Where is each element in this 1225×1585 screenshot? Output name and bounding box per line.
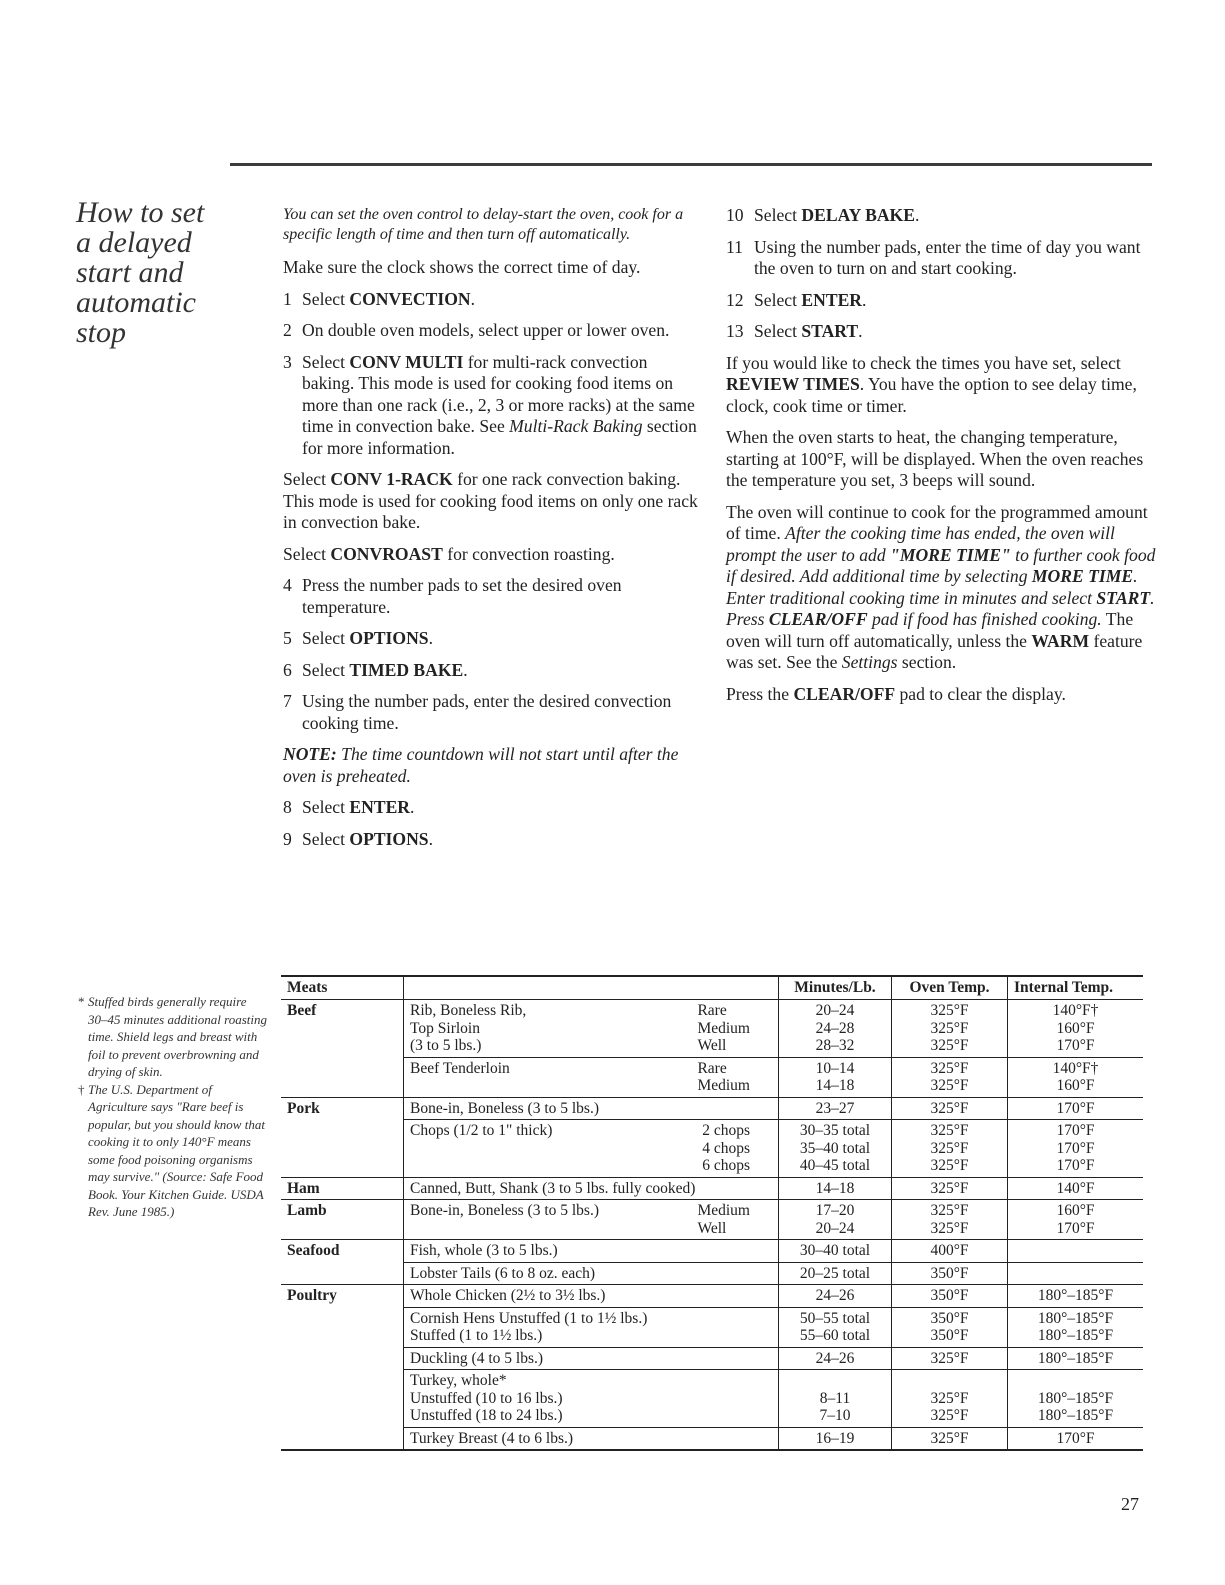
step-keyword: ENTER	[801, 289, 863, 310]
cut-description: Fish, whole (3 to 5 lbs.)	[410, 1242, 558, 1259]
table-row	[281, 1120, 1143, 1178]
meat-category	[281, 1370, 404, 1428]
footnotes	[78, 993, 268, 1221]
doneness	[750, 1350, 772, 1368]
oven-temp: 325°F	[892, 1347, 1008, 1370]
step-number: 2	[283, 320, 292, 340]
preheat-paragraph: When the oven starts to heat, the changing temperature, starting at 100°F, will be displayed. When the oven reaches the temperature you set, 3 beeps will sound.	[726, 427, 1144, 490]
paragraph-text: Press the	[726, 683, 794, 704]
note-text: The time countdown will not start until after the oven is preheated.	[283, 744, 679, 786]
cut-description: Rib, Boneless Rib, Top Sirloin (3 to 5 lbs.)	[410, 1002, 527, 1054]
step-6	[283, 660, 703, 682]
paragraph-text: The oven will continue to cook for the programmed amount of time.	[726, 501, 1148, 543]
step-text: Select	[302, 659, 350, 680]
section-title-line: How to set	[76, 196, 205, 229]
footnote-text: Stuffed birds generally require 30–45 minutes additional roasting time. Shield legs and breast with foil to prevent overbrowning and drying of skin.	[88, 994, 267, 1079]
step-3-option-1rack	[283, 469, 703, 534]
step-text: for one rack convection baking. This mode is used for cooking food items on only one rack in convection bake.	[283, 469, 698, 532]
cut-cell	[404, 1347, 779, 1370]
paragraph-text: . Press	[726, 587, 1155, 629]
meat-category: Seafood	[281, 1240, 404, 1263]
doneness	[750, 1242, 772, 1260]
cooking-paragraph	[726, 502, 1156, 674]
cut-description: Turkey Breast (4 to 6 lbs.)	[410, 1429, 574, 1447]
paragraph-keyword: CLEAR/OFF	[768, 609, 868, 629]
doneness	[750, 1372, 772, 1425]
table-row	[281, 1000, 1143, 1058]
cut-description: Chops (1/2 to 1" thick)	[410, 1122, 553, 1139]
clock-note: Make sure the clock shows the correct time of day.	[283, 257, 641, 277]
table-row	[281, 1057, 1143, 1097]
table-row	[281, 1370, 1143, 1428]
oven-temp: 325°F	[892, 1427, 1008, 1450]
step-text: Select	[283, 469, 331, 489]
oven-temp: 325°F	[892, 1177, 1008, 1200]
doneness: Rare Medium	[697, 1059, 750, 1094]
header-oven-temp: Oven Temp.	[892, 976, 1008, 1000]
footnote-stuffed-birds	[78, 993, 268, 1081]
internal-temp: 180°–185°F	[1008, 1347, 1144, 1370]
internal-temp: 180°–185°F 180°–185°F	[1008, 1307, 1144, 1347]
section-title-line: a delayed	[76, 226, 192, 259]
cut-description: Turkey, whole* Unstuffed (10 to 16 lbs.) Unstuffed (18 to 24 lbs.)	[410, 1372, 563, 1424]
top-rule	[230, 163, 1152, 166]
cut-cell	[404, 1097, 779, 1120]
oven-temp: 325°F 325°F 325°F	[892, 1120, 1008, 1178]
meat-category	[281, 1347, 404, 1370]
step-keyword: OPTIONS	[349, 628, 429, 648]
oven-temp: 325°F 325°F 325°F	[892, 1000, 1008, 1058]
internal-temp: 140°F† 160°F	[1008, 1057, 1144, 1097]
oven-temp: 325°F 325°F	[892, 1057, 1008, 1097]
oven-temp: 325°F 325°F	[892, 1370, 1008, 1428]
cut-cell	[404, 1262, 779, 1285]
doneness: Medium Well	[697, 1202, 750, 1237]
step-12	[726, 290, 1156, 312]
step-text: On double oven models, select upper or lower oven.	[302, 320, 670, 340]
oven-temp: 350°F	[892, 1285, 1008, 1308]
paragraph-text: . Enter traditional cooking time in minutes and select	[726, 566, 1138, 608]
step-text: Select	[754, 205, 802, 225]
step-11	[726, 237, 1156, 280]
table-row	[281, 1347, 1143, 1370]
meat-category: Ham	[281, 1177, 404, 1200]
step-text: Select	[302, 828, 350, 849]
step-text: Using the number pads, enter the desired convection cooking time.	[302, 691, 672, 733]
paragraph-text: feature was set. See the	[726, 630, 1143, 672]
internal-temp: 170°F 170°F 170°F	[1008, 1120, 1144, 1178]
step-text: for multi-rack convection baking. This mode is used for cooking food items on more than one rack (i.e., 2, 3 or more racks) at the same time in convection bake. See	[302, 351, 695, 436]
section-title-line: start and	[76, 256, 184, 289]
step-text: .	[410, 797, 415, 817]
step-text: for convection roasting.	[442, 543, 615, 564]
meat-category	[281, 1120, 404, 1178]
note	[283, 744, 703, 787]
step-keyword: OPTIONS	[349, 828, 429, 849]
step-number: 8	[283, 797, 292, 817]
header-meats: Meats	[281, 976, 404, 1000]
step-keyword: CONV MULTI	[349, 351, 464, 372]
step-number: 10	[726, 205, 744, 225]
step-text: .	[428, 828, 433, 849]
note-label: NOTE:	[283, 744, 337, 764]
doneness: Rare Medium Well	[697, 1002, 750, 1054]
internal-temp: 180°–185°F	[1008, 1285, 1144, 1308]
cut-cell	[404, 1285, 779, 1308]
table-row	[281, 1200, 1143, 1240]
step-text: section for more information.	[302, 416, 697, 458]
section-reference: Multi-Rack Baking	[509, 416, 643, 436]
paragraph-keyword: CLEAR/OFF	[793, 683, 896, 704]
cut-description: Lobster Tails (6 to 8 oz. each)	[410, 1264, 596, 1282]
internal-temp: 170°F	[1008, 1097, 1144, 1120]
cut-cell	[404, 1307, 779, 1347]
step-number: 6	[283, 659, 292, 680]
internal-temp: 160°F 170°F	[1008, 1200, 1144, 1240]
table-row	[281, 1240, 1143, 1263]
doneness	[750, 1287, 772, 1305]
internal-temp: 180°–185°F 180°–185°F	[1008, 1370, 1144, 1428]
cut-cell	[404, 1000, 779, 1058]
footnote-text: The U.S. Department of Agriculture says "Rare beef is popular, but you should know that cooking it to only 140°F means some food poisoning organisms may survive." (Source: Safe Food Book. Your Kitchen Guide. USDA Rev. June 1985.)	[88, 1081, 265, 1219]
step-7	[283, 691, 703, 734]
paragraph-text: After the cooking time has ended, the oven will prompt the user to add	[726, 523, 1115, 565]
step-number: 11	[726, 236, 743, 257]
step-text: Select	[302, 797, 350, 817]
table-row	[281, 1097, 1143, 1120]
section-title-line: stop	[76, 316, 127, 349]
cut-cell	[404, 1240, 779, 1263]
step-text: .	[862, 289, 867, 310]
paragraph-keyword: "MORE TIME"	[890, 544, 1011, 565]
step-text: Using the number pads, enter the time of day you want the oven to turn on and start cooking.	[754, 236, 1141, 278]
table-row	[281, 1262, 1143, 1285]
step-text: Select	[302, 628, 350, 648]
footnote-mark: †	[78, 1081, 85, 1097]
cut-cell	[404, 1057, 779, 1097]
step-text: Select	[754, 289, 802, 310]
step-text: Select	[302, 288, 350, 309]
cut-description: Cornish Hens Unstuffed (1 to 1½ lbs.) Stuffed (1 to 1½ lbs.)	[410, 1309, 648, 1344]
step-keyword: TIMED BAKE	[349, 659, 464, 680]
step-keyword: CONVECTION	[349, 288, 471, 309]
paragraph-text: If you would like to check the times you have set, select	[726, 352, 1121, 373]
oven-temp: 400°F	[892, 1240, 1008, 1263]
roasting-table	[281, 975, 1143, 1451]
step-number: 13	[726, 321, 744, 341]
step-number: 4	[283, 575, 292, 595]
step-number: 7	[283, 691, 292, 711]
section-title-line: automatic	[76, 286, 196, 319]
meat-category	[281, 1307, 404, 1347]
table-body	[281, 1000, 1143, 1451]
cut-description: Canned, Butt, Shank (3 to 5 lbs. fully cooked)	[410, 1179, 696, 1197]
cut-cell	[404, 1370, 779, 1428]
cut-description: Bone-in, Boneless (3 to 5 lbs.)	[410, 1099, 599, 1117]
meat-category: Lamb	[281, 1200, 404, 1240]
step-text: Select	[283, 543, 331, 564]
meat-category	[281, 1057, 404, 1097]
cut-cell	[404, 1120, 779, 1178]
step-text: .	[463, 659, 468, 680]
cut-cell	[404, 1200, 779, 1240]
cut-cell	[404, 1427, 779, 1450]
meat-category	[281, 1262, 404, 1285]
cut-description: Beef Tenderloin	[410, 1059, 510, 1077]
page-number: 27	[1121, 1494, 1139, 1514]
table-row	[281, 1177, 1143, 1200]
minutes-per-lb: 24–26	[779, 1347, 892, 1370]
step-number: 3	[283, 351, 292, 372]
paragraph-keyword: MORE TIME	[1031, 566, 1134, 586]
step-5	[283, 628, 703, 650]
clear-off-paragraph	[726, 684, 1156, 706]
step-4	[283, 575, 703, 618]
minutes-per-lb: 50–55 total 55–60 total	[779, 1307, 892, 1347]
footnote-mark: *	[78, 994, 85, 1009]
step-number: 12	[726, 289, 744, 310]
step-number: 1	[283, 288, 292, 309]
doneness	[750, 1310, 772, 1345]
oven-temp: 350°F 350°F	[892, 1307, 1008, 1347]
internal-temp: 140°F	[1008, 1177, 1144, 1200]
step-10	[726, 205, 1156, 227]
step-9	[283, 829, 703, 851]
meat-category: Poultry	[281, 1285, 404, 1308]
step-text: Press the number pads to set the desired oven temperature.	[302, 575, 622, 617]
step-text: Select	[302, 351, 350, 372]
step-13	[726, 321, 1156, 343]
step-text: .	[914, 205, 920, 225]
doneness	[750, 1100, 772, 1118]
paragraph-text: to further cook food if desired. Add additional time by selecting	[726, 544, 1156, 586]
instructions-column-2	[726, 205, 1156, 715]
internal-temp: 170°F	[1008, 1427, 1144, 1450]
cut-description: Bone-in, Boneless (3 to 5 lbs.)	[410, 1202, 599, 1219]
doneness	[750, 1180, 772, 1198]
footnote-usda	[78, 1081, 268, 1221]
step-keyword: CONV 1-RACK	[330, 469, 453, 489]
step-8	[283, 797, 703, 819]
step-number: 5	[283, 628, 292, 648]
paragraph-keyword: REVIEW TIMES	[726, 374, 860, 394]
step-2	[283, 320, 703, 342]
minutes-per-lb: 24–26	[779, 1285, 892, 1308]
step-text: .	[470, 288, 476, 309]
table-row	[281, 1285, 1143, 1308]
step-text: .	[428, 628, 433, 648]
minutes-per-lb: 8–11 7–10	[779, 1370, 892, 1428]
minutes-per-lb: 20–24 24–28 28–32	[779, 1000, 892, 1058]
step-3	[283, 352, 703, 460]
table-header-row	[281, 976, 1143, 1000]
oven-temp: 325°F 325°F	[892, 1200, 1008, 1240]
paragraph-keyword: WARM	[1031, 630, 1090, 651]
minutes-per-lb: 16–19	[779, 1427, 892, 1450]
oven-temp: 325°F	[892, 1097, 1008, 1120]
minutes-per-lb: 30–40 total	[779, 1240, 892, 1263]
table-row	[281, 1307, 1143, 1347]
minutes-per-lb: 23–27	[779, 1097, 892, 1120]
paragraph-text: The oven will turn off automatically, unless the	[726, 609, 1134, 651]
meat-category	[281, 1427, 404, 1450]
paragraph-text: section.	[897, 652, 957, 672]
cut-cell	[404, 1177, 779, 1200]
minutes-per-lb: 14–18	[779, 1177, 892, 1200]
intro-text: You can set the oven control to delay-start the oven, cook for a specific length of time and then turn off automatically.	[283, 206, 684, 243]
paragraph-text: pad if food has finished cooking.	[867, 609, 1102, 629]
doneness: 2 chops 4 chops 6 chops	[702, 1122, 750, 1174]
minutes-per-lb: 20–25 total	[779, 1262, 892, 1285]
step-1	[283, 289, 703, 311]
step-number: 9	[283, 828, 292, 849]
paragraph-text: pad to clear the display.	[895, 683, 1066, 704]
step-keyword: START	[801, 321, 859, 341]
step-text: Select	[754, 321, 802, 341]
step-keyword: DELAY BAKE	[801, 205, 915, 225]
meat-category: Pork	[281, 1097, 404, 1120]
cut-description: Duckling (4 to 5 lbs.)	[410, 1349, 544, 1367]
section-title	[76, 198, 226, 348]
instructions-column-1	[283, 205, 703, 860]
minutes-per-lb: 17–20 20–24	[779, 1200, 892, 1240]
header-minutes-per-lb: Minutes/Lb.	[779, 976, 892, 1000]
header-cut	[404, 976, 779, 1000]
doneness	[750, 1430, 772, 1448]
paragraph-text: . You have the option to see delay time, clock, cook time or timer.	[726, 374, 1137, 416]
step-keyword: CONVROAST	[330, 543, 443, 564]
step-3-option-roast	[283, 544, 703, 566]
internal-temp	[1008, 1240, 1144, 1263]
cut-description: Whole Chicken (2½ to 3½ lbs.)	[410, 1287, 606, 1304]
minutes-per-lb: 30–35 total 35–40 total 40–45 total	[779, 1120, 892, 1178]
table-row	[281, 1427, 1143, 1450]
meat-category: Beef	[287, 1002, 317, 1019]
internal-temp	[1008, 1262, 1144, 1285]
doneness	[750, 1265, 772, 1283]
minutes-per-lb: 10–14 14–18	[779, 1057, 892, 1097]
review-times-paragraph	[726, 353, 1156, 418]
step-text: .	[858, 321, 863, 341]
header-internal-temp: Internal Temp.	[1008, 976, 1144, 1000]
paragraph-keyword: START	[1096, 587, 1151, 608]
oven-temp: 350°F	[892, 1262, 1008, 1285]
section-reference: Settings	[841, 652, 898, 672]
step-keyword: ENTER	[349, 797, 411, 817]
internal-temp: 140°F† 160°F 170°F	[1008, 1000, 1144, 1058]
